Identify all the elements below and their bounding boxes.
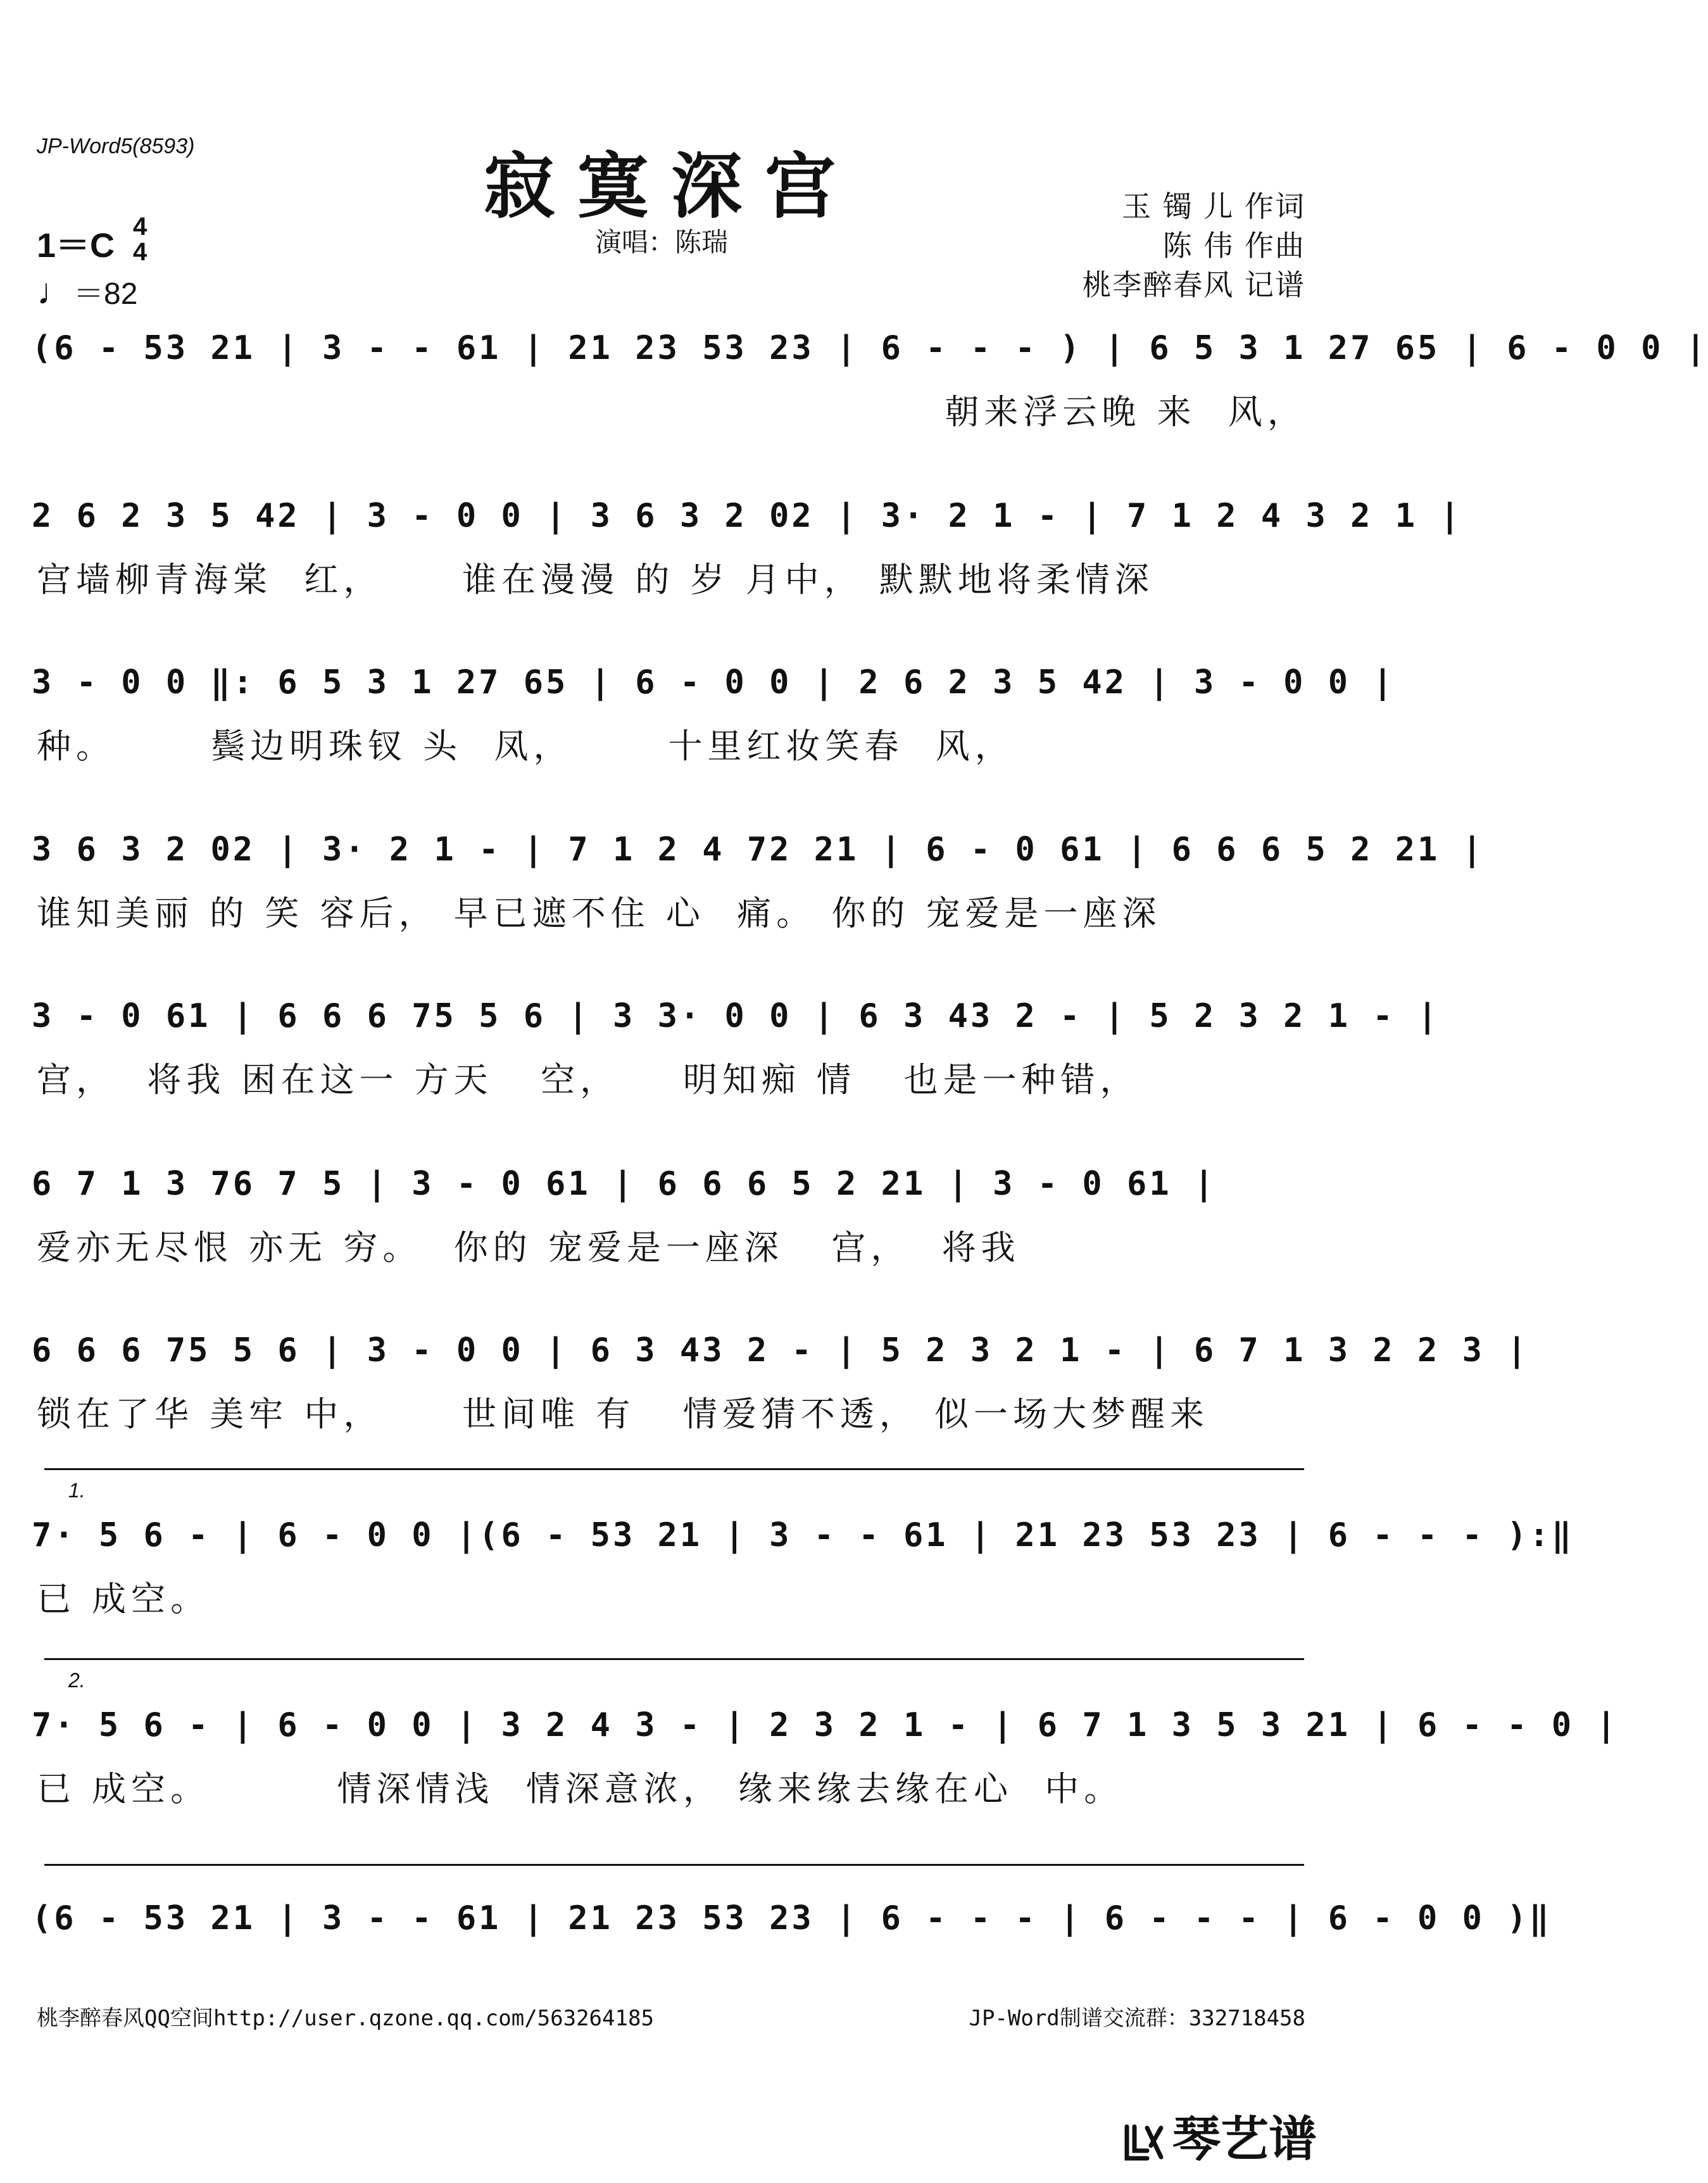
lyrics-line: 爱亦无尽恨 亦无 穷。 你的 宠爱是一座深 宫， 将我 [37,1228,1020,1268]
footer-right: JP-Word制谱交流群：332718458 [969,2006,1305,2031]
singer: 演唱：陈瑞 [595,227,729,258]
lyrics-line: 宫墙柳青海棠 红， 谁在漫漫 的 岁 月中， 默默地将柔情深 [37,560,1154,600]
tempo-marking [37,269,137,313]
notation-line: 3 - 0 61 | 6 6 6 75 5 6 | 3 3· 0 0 | 6 3 43 2 - | 5 2 3 2 1 - | [32,997,1440,1035]
volta-bracket [44,1658,1304,1692]
lyrics-line: 朝来浮云晚 来 风， [37,392,1307,432]
lyrics-line: 种。 鬓边明珠钗 头 凤， 十里红妆笑春 风， [37,726,1014,766]
quarter-note-icon: ♩ [37,271,73,312]
notation-line: (6 - 53 21 | 3 - - 61 | 21 23 53 23 | 6 - - - | 6 - - - | 6 - 0 0 )‖ [32,1899,1552,1937]
system-rule [44,1864,1304,1880]
notation-line: 3 6 3 2 02 | 3· 2 1 - | 7 1 2 4 72 21 | 6 - 0 61 | 6 6 6 5 2 21 | [32,831,1485,869]
notation-line: (6 - 53 21 | 3 - - 61 | 21 23 53 23 | 6 - - - ) | 6 5 3 1 27 65 | 6 - 0 0 | [32,329,1708,367]
song-title: 寂寞深宫 [484,145,858,228]
notation-line: 7· 5 6 - | 6 - 0 0 | 3 2 4 3 - | 2 3 2 1 - | 6 7 1 3 5 3 21 | 6 - - 0 | [32,1706,1619,1744]
meter-top: 4 [133,213,148,241]
notation-line: 6 7 1 3 76 7 5 | 3 - 0 61 | 6 6 6 5 2 21 | 3 - 0 61 | [32,1165,1217,1203]
qinyipu-logo-icon [1122,2120,1166,2165]
lyrics-line: 宫， 将我 困在这一 方天 空， 明知痴 情 也是一种错， [37,1060,1140,1100]
notation-line: 6 6 6 75 5 6 | 3 - 0 0 | 6 3 43 2 - | 5 2 3 2 1 - | 6 7 1 3 2 2 3 | [32,1331,1529,1369]
lyrics-line: 谁知美丽 的 笑 容后， 早已遮不住 心 痛。 你的 宠爱是一座深 [37,893,1162,933]
tempo-value: ＝82 [73,277,138,311]
notation-line: 2 6 2 3 5 42 | 3 - 0 0 | 3 6 3 2 02 | 3· 2 1 - | 7 1 2 4 3 2 1 | [32,497,1462,535]
software-label: JP-Word5(8593) [37,134,195,158]
volta-bracket [44,1468,1304,1502]
lyrics-line: 已 成空。 情深情浅 情深意浓， 缘来缘去缘在心 中。 [37,1769,1124,1809]
time-signature [133,214,147,265]
logo-text: 琴艺谱 [1172,2111,1317,2167]
transcriber-credit: 桃李醉春风 记谱 [1082,268,1305,302]
notation-line: 3 - 0 0 ‖: 6 5 3 1 27 65 | 6 - 0 0 | 2 6 2 3 5 42 | 3 - 0 0 | [32,664,1395,701]
site-logo [1122,2101,1317,2170]
volta-label: 2. [68,1669,85,1692]
footer-left: 桃李醉春风QQ空间http://user.qzone.qq.com/563264185 [37,2006,654,2031]
lyrics-line: 锁在了华 美牢 中， 世间唯 有 情爱猜不透， 似一场大梦醒来 [37,1394,1209,1434]
notation-line: 7· 5 6 - | 6 - 0 0 |(6 - 53 21 | 3 - - 61 | 21 23 53 23 | 6 - - - ):‖ [32,1516,1574,1554]
key-signature: 1＝C [37,227,115,265]
volta-label: 1. [68,1479,85,1502]
meter-bottom: 4 [133,238,148,266]
composer-credit: 陈 伟 作曲 [1162,229,1305,263]
lyricist-credit: 玉 镯 儿 作词 [1122,189,1305,223]
lyrics-line: 已 成空。 [37,1579,210,1619]
